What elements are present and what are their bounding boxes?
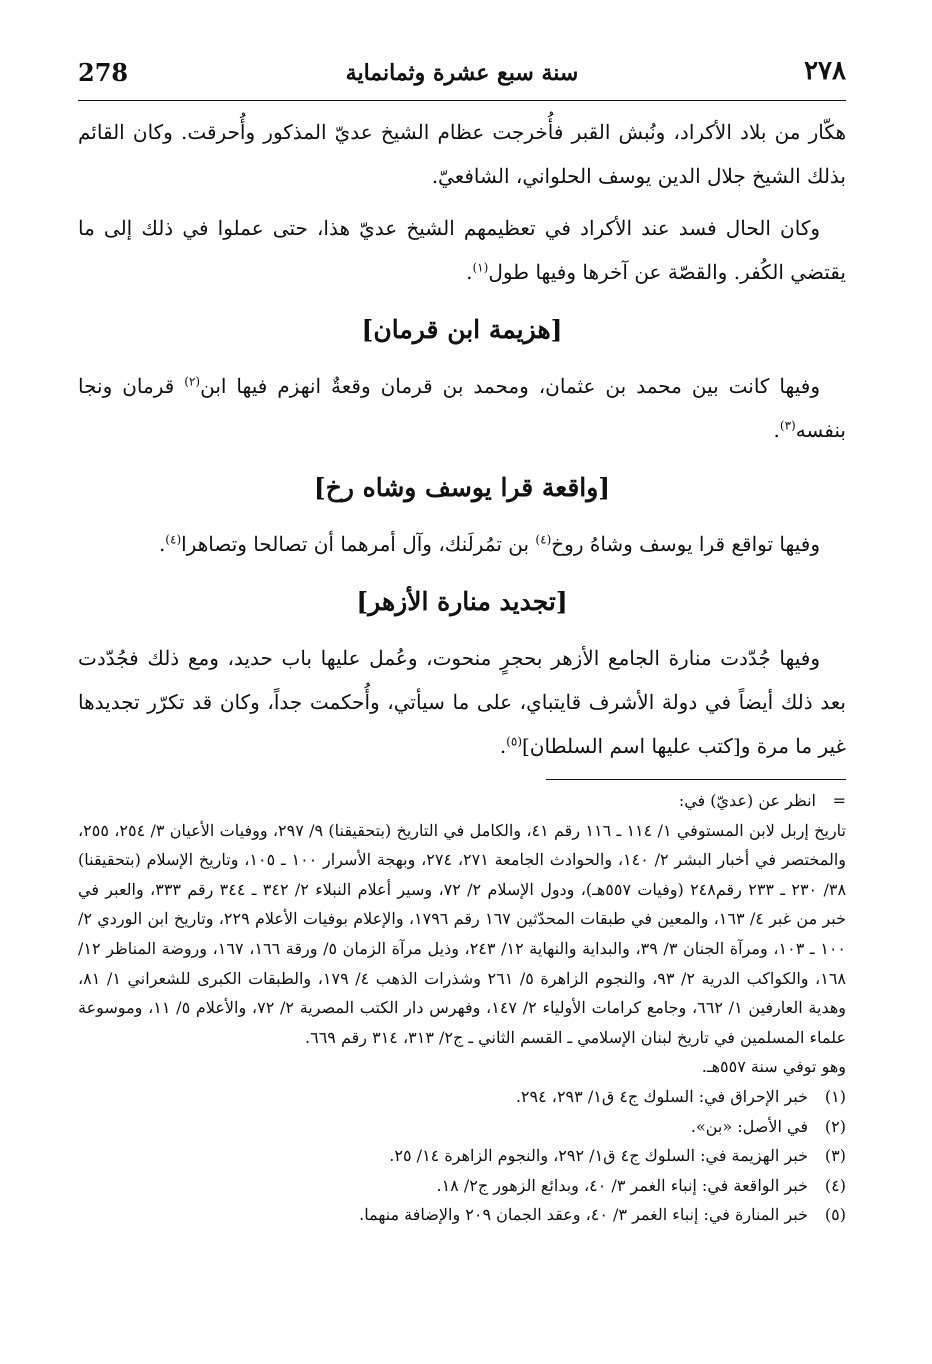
footnote-text: خبر المنارة في: إنباء الغمر ٣/ ٤٠، وعقد الجمان ٢٠٩ والإضافة منهما. [359, 1205, 808, 1225]
paragraph-3-text-a: وفيها كانت بين محمد بن عثمان، ومحمد بن قرمان وقعةٌ انهزم فيها ابن [200, 374, 820, 398]
paragraph-5-text: وفيها جُدّدت منارة الجامع الأزهر بحجرٍ منحوت، وعُمل عليها باب حديد، ومع ذلك فجُدّدت بعد ذلك أيضاً في دولة الأشرف قايتباي، على ما سيأتي، وأُحكمت جداً، وكان قد تكرّر تجديدها غير ما مرة و[كتب عليها اسم السلطان] [78, 646, 846, 758]
footnote-item [78, 1200, 846, 1230]
paragraph-3 [78, 364, 846, 452]
footnote-text: خبر الإحراق في: السلوك ج٤ ق١/ ٢٩٣، ٢٩٤. [515, 1086, 808, 1106]
footnote-number: (٣) [824, 1146, 846, 1166]
footnote-list [78, 1082, 846, 1230]
paragraph-2 [78, 206, 846, 294]
paragraph-3-end: . [773, 418, 780, 442]
footnote-item [78, 1082, 846, 1112]
footnote-ref-2[interactable]: (٢) [184, 374, 201, 389]
footnote-ref-1[interactable]: (١) [472, 260, 489, 275]
paragraph-4-text-a: وفيها تواقع قرا يوسف وشاهُ روخ [551, 532, 820, 556]
footnote-number: (١) [824, 1086, 846, 1106]
paragraph-2-text: وكان الحال فسد عند الأكراد في تعظيمهم الشيخ عديّ هذا، حتى عملوا في ذلك إلى ما يقتضي الكُفر. والقصّة عن آخرها وفيها طول [78, 216, 846, 284]
paragraph-4-text-b: بن تمُرلَنك، وآل أمرهما أن تصالحا وتصاهرا [181, 532, 536, 556]
footnote-item [78, 1112, 846, 1142]
footnote-ref-3[interactable]: (٣) [779, 418, 796, 433]
footnote-text: خبر الواقعة في: إنباء الغمر ٣/ ٤٠، وبدائع الزهور ج٢/ ١٨. [436, 1175, 808, 1195]
paragraph-4-end: . [158, 532, 166, 556]
page-number-latin: 278 [78, 58, 129, 87]
running-title: سنة سبع عشرة وثمانماية [345, 60, 579, 86]
paragraph-4 [78, 522, 846, 566]
footnotes [78, 786, 846, 1230]
footnote-text: في الأصل: «بن». [690, 1116, 808, 1136]
paragraph-2-end: . [466, 260, 473, 284]
footnote-number: (٢) [824, 1116, 846, 1136]
continuation-intro: انظر عن (عديّ) في: [678, 791, 816, 810]
page-number-arabic: ٢٧٨ [804, 56, 846, 86]
continuation-death: وهو توفي سنة ٥٥٧هـ. [701, 1057, 846, 1077]
section-heading-3: [تجديد منارة الأزهر] [356, 587, 568, 616]
paragraph-5 [78, 636, 846, 768]
page-header [78, 56, 846, 101]
main-text [78, 110, 846, 776]
continuation-marker: = [832, 791, 846, 810]
paragraph-3-text-b: قرمان ونجا بنفسه [78, 374, 846, 442]
footnote-continuation [78, 786, 846, 816]
continuation-text: تاريخ إربل لابن المستوفي ١/ ١١٤ ـ ١١٦ رقم ٤١، والكامل في التاريخ (بتحقيقنا) ٩/ ٢٩٧، ووفيات الأعيان ٣/ ٢٥٤، ٢٥٥، والمختصر في أخبار البشر ٢/ ١٤٠، والحوادث الجامعة ٢٧١، ٢٧٤، وبهجة الأسرار ١٠٠ ـ ١٠٥، وتاريخ الإسلام (بتحقيقنا) ٣٨/ ٢٣٠ ـ ٢٣٣ رقم٢٤٨ (وفيات ٥٥٧هـ)، ودول الإسلام ٢/ ٧٢، وسير أعلام النبلاء ٢/ ٣٤٢ ـ ٣٤٤ رقم ٣٣٣، والعبر في خبر من غبر ٤/ ١٦٣، والمعين في طبقات المحدّثين ١٦٧ رقم ١٧٩٦، والإعلام بوفيات الأعلام ٢٢٩، وتاريخ ابن الوردي ٢/ ١٠٠ ـ ١٠٣، ومرآة الجنان ٣/ ٣٩، والبداية والنهاية ١٢/ ٢٤٣، وذيل مرآة الزمان ٥/ ورقة ١٦٦، ١٦٧، وروضة المناظر ١٢/ ١٦٨، والكواكب الدرية ٢/ ٩٣، والنجوم الزاهرة ٥/ ٢٦١ وشذرات الذهب ٤/ ١٧٩، والطبقات الكبرى للشعراني ١/ ٨١، وهدية العارفين ١/ ٦٦٢، وجامع كرامات الأولياء ٢/ ١٤٧، وفهرس دار الكتب المصرية ٢/ ٧٢، والأعلام ٥/ ١١، وموسوعة علماء المسلمين في تاريخ لبنان الإسلامي ـ القسم الثاني ـ ج٢/ ٣١٣، ٣١٤ رقم ٦٦٩. [78, 820, 847, 1047]
footnote-ref-4a[interactable]: (٤) [535, 532, 552, 547]
section-heading-1: [هزيمة ابن قرمان] [361, 315, 563, 344]
paragraph-1: هكّار من بلاد الأكراد، ونُبش القبر فأُخرجت عظام الشيخ عديّ المذكور وأُحرقت. وكان القائم بذلك الشيخ جلال الدين يوسف الحلواني، الشافعيّ. [78, 120, 846, 188]
footnote-separator [546, 779, 846, 780]
footnote-ref-5[interactable]: (٥) [506, 734, 522, 749]
footnote-number: (٥) [824, 1205, 846, 1225]
footnote-text: خبر الهزيمة في: السلوك ج٤ ق١/ ٢٩٢، والنجوم الزاهرة ١٤/ ٢٥. [389, 1146, 808, 1166]
paragraph-5-end: . [499, 734, 507, 758]
footnote-item [78, 1171, 846, 1201]
footnote-ref-4b[interactable]: (٤) [165, 532, 182, 547]
footnote-item [78, 1141, 846, 1171]
footnote-number: (٤) [824, 1175, 846, 1195]
section-heading-2: [واقعة قرا يوسف وشاه رخ] [313, 473, 611, 502]
